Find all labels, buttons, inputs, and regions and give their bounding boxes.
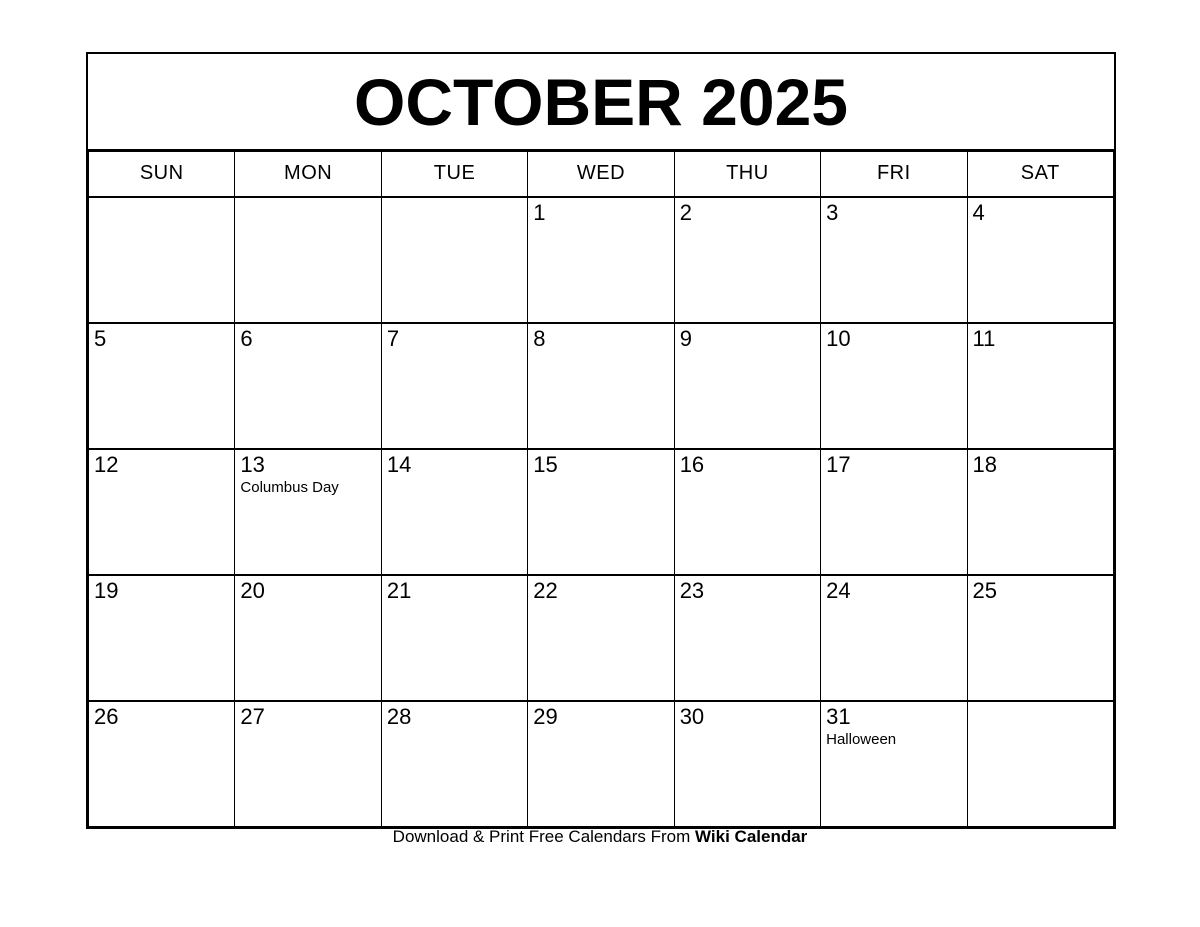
day-number: 7 (386, 325, 400, 351)
day-number: 5 (94, 325, 107, 351)
day-number: 28 (386, 703, 412, 729)
calendar (86, 52, 1116, 829)
week-row (89, 449, 1114, 575)
footer (0, 827, 1200, 847)
day-number: 1 (533, 199, 546, 225)
day-number: 10 (826, 325, 851, 351)
day-number: 22 (533, 577, 558, 603)
day-cell-18 (967, 449, 1113, 575)
day-cell-6 (235, 323, 381, 449)
day-number: 18 (972, 451, 998, 477)
day-cell-20 (235, 575, 381, 701)
day-cell-30 (674, 701, 820, 827)
day-cell-26 (89, 701, 235, 827)
day-cell-3 (821, 197, 967, 323)
week-row (89, 575, 1114, 701)
day-number: 3 (826, 199, 839, 225)
day-cell-empty (967, 701, 1113, 827)
day-number: 29 (533, 703, 558, 729)
day-number: 31 (826, 703, 851, 729)
day-cell-1 (528, 197, 674, 323)
day-number: 27 (240, 703, 265, 729)
calendar-title-row (88, 54, 1114, 151)
footer-text: Download & Print Free Calendars From (392, 827, 691, 846)
calendar-month-title: OCTOBER 2025 (354, 64, 848, 139)
day-cell-8 (528, 323, 674, 449)
day-cell-empty (235, 197, 381, 323)
event-label: Columbus Day (240, 478, 339, 496)
day-number: 4 (972, 199, 985, 225)
day-number: 15 (533, 451, 558, 477)
weekday-header-row (89, 152, 1114, 197)
day-cell-14 (381, 449, 527, 575)
day-number: 12 (94, 451, 119, 477)
day-cell-5 (89, 323, 235, 449)
event-label: Halloween (826, 730, 897, 748)
day-number: 26 (94, 703, 119, 729)
day-cell-23 (674, 575, 820, 701)
day-cell-11 (967, 323, 1113, 449)
day-number: 6 (240, 325, 253, 351)
day-cell-27 (235, 701, 381, 827)
calendar-grid (88, 151, 1114, 827)
day-number: 25 (972, 577, 998, 603)
week-row (89, 701, 1114, 827)
day-number: 23 (679, 577, 705, 603)
day-number: 17 (826, 451, 851, 477)
day-number: 14 (386, 451, 412, 477)
week-row (89, 323, 1114, 449)
day-cell-22 (528, 575, 674, 701)
day-number: 20 (240, 577, 265, 603)
day-cell-21 (381, 575, 527, 701)
day-cell-29 (528, 701, 674, 827)
day-cell-25 (967, 575, 1113, 701)
day-cell-2 (674, 197, 820, 323)
day-cell-7 (381, 323, 527, 449)
day-number: 9 (679, 325, 692, 351)
day-cell-19 (89, 575, 235, 701)
weekday-header-sat: SAT (967, 152, 1113, 197)
day-cell-empty (89, 197, 235, 323)
day-number: 8 (533, 325, 546, 351)
weekday-header-thu: THU (674, 152, 820, 197)
weekday-header-mon: MON (235, 152, 381, 197)
day-number: 13 (240, 451, 265, 477)
day-cell-9 (674, 323, 820, 449)
day-cell-10 (821, 323, 967, 449)
day-cell-16 (674, 449, 820, 575)
day-cell-15 (528, 449, 674, 575)
day-cell-empty (381, 197, 527, 323)
footer-brand: Wiki Calendar (695, 827, 808, 846)
day-cell-31 (821, 701, 967, 827)
day-cell-12 (89, 449, 235, 575)
day-cell-24 (821, 575, 967, 701)
calendar-body (89, 197, 1114, 827)
day-cell-17 (821, 449, 967, 575)
day-cell-28 (381, 701, 527, 827)
day-number: 16 (679, 451, 705, 477)
day-number: 19 (94, 577, 119, 603)
weekday-header-sun: SUN (89, 152, 235, 197)
day-number: 24 (826, 577, 851, 603)
day-number: 21 (386, 577, 412, 603)
day-cell-13 (235, 449, 381, 575)
weekday-header-fri: FRI (821, 152, 967, 197)
week-row (89, 197, 1114, 323)
weekday-header-tue: TUE (381, 152, 527, 197)
day-number: 30 (679, 703, 705, 729)
weekday-header-wed: WED (528, 152, 674, 197)
day-cell-4 (967, 197, 1113, 323)
day-number: 2 (679, 199, 692, 225)
day-number: 11 (972, 325, 996, 351)
